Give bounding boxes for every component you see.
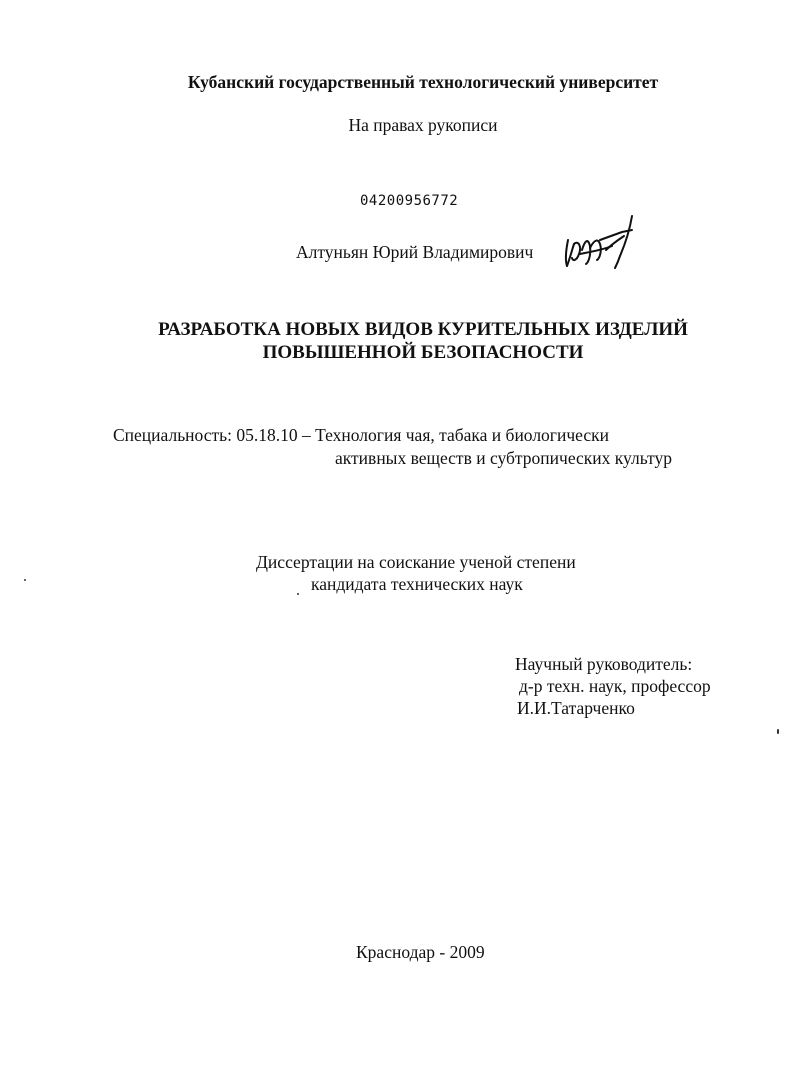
scan-speck xyxy=(777,729,779,734)
title-line-2: ПОВЫШЕННОЙ БЕЗОПАСНОСТИ xyxy=(262,342,584,363)
supervisor-name: И.И.Татарченко xyxy=(517,698,635,718)
degree-line-2: кандидата технических наук xyxy=(311,574,523,594)
specialty-line-2: активных веществ и субтропических культур xyxy=(335,448,672,468)
degree-line-1: Диссертации на соискание ученой степени xyxy=(256,552,576,572)
author-name: Алтуньян Юрий Владимирович xyxy=(296,242,534,262)
document-code: 04200956772 xyxy=(360,193,459,209)
signature-icon xyxy=(560,210,640,272)
dissertation-title xyxy=(0,318,792,364)
rights-note: На правах рукописи xyxy=(348,115,498,135)
scan-speck xyxy=(24,579,26,581)
scan-speck xyxy=(297,593,299,595)
city-year: Краснодар - 2009 xyxy=(356,942,485,962)
title-line-1: РАЗРАБОТКА НОВЫХ ВИДОВ КУРИТЕЛЬНЫХ ИЗДЕЛИЙ xyxy=(158,319,688,340)
specialty-line-1: Специальность: 05.18.10 – Технология чая, табака и биологически xyxy=(113,425,609,445)
supervisor-degree: д-р техн. наук, профессор xyxy=(519,676,711,696)
university-name: Кубанский государственный технологический университет xyxy=(187,72,659,92)
supervisor-label: Научный руководитель: xyxy=(515,654,693,674)
